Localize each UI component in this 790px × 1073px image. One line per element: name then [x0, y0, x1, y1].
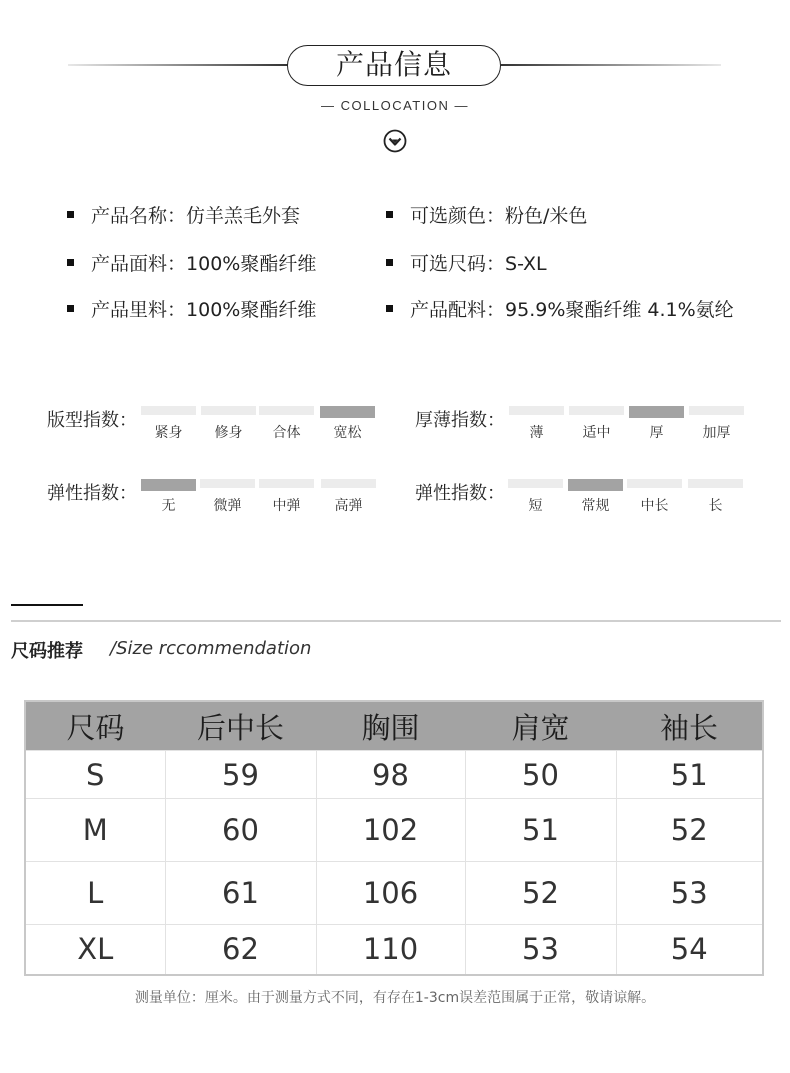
table-cell: 110 — [316, 925, 465, 975]
index-segment — [689, 406, 744, 415]
index-segment — [201, 406, 256, 415]
size-section-subtitle: /Size rccommendation — [110, 638, 312, 659]
table-row — [25, 862, 763, 925]
info-label: 产品里料： — [91, 299, 187, 321]
index-label: 厚薄指数： — [415, 410, 505, 431]
table-cell: L — [25, 862, 165, 925]
index-segment — [259, 406, 314, 415]
table-header-cell: 后中长 — [165, 701, 316, 751]
table-cell: 98 — [316, 751, 465, 799]
index-option-label: 短 — [528, 498, 543, 514]
section-divider — [11, 620, 781, 622]
table-cell: M — [25, 799, 165, 862]
index-option-label: 厚 — [649, 425, 664, 441]
info-value: 粉色/米色 — [505, 205, 588, 227]
index-segment — [509, 406, 564, 415]
index-option-label: 紧身 — [154, 425, 183, 441]
table-cell: 53 — [616, 862, 763, 925]
info-item-name — [67, 203, 300, 229]
index-segment — [569, 406, 624, 415]
table-cell: S — [25, 751, 165, 799]
index-label: 弹性指数： — [47, 483, 137, 504]
index-segment-selected — [141, 479, 196, 491]
table-cell: 52 — [616, 799, 763, 862]
index-label: 版型指数： — [47, 410, 137, 431]
table-row — [25, 799, 763, 862]
index-option-label: 薄 — [529, 425, 544, 441]
table-header-cell: 尺码 — [25, 701, 165, 751]
chevron-down-circle-icon — [383, 129, 407, 153]
index-segment — [141, 406, 196, 415]
table-header-cell: 胸围 — [316, 701, 465, 751]
size-section-title: 尺码推荐 — [11, 641, 83, 662]
index-segment-selected — [629, 406, 684, 418]
info-item-lining — [67, 297, 316, 323]
info-label: 可选尺码： — [410, 253, 506, 275]
info-item-ingredients — [386, 297, 734, 323]
info-item-colors — [386, 203, 587, 229]
size-table — [24, 700, 764, 976]
index-segment — [200, 479, 255, 488]
index-segment-selected — [320, 406, 375, 418]
info-value: S-XL — [505, 253, 547, 275]
index-segment — [321, 479, 376, 488]
index-option-label: 中弹 — [272, 498, 301, 514]
info-value: 95.9%聚酯纤维 4.1%氨纶 — [505, 299, 734, 321]
table-header-cell: 袖长 — [616, 701, 763, 751]
section-title: 产品信息 — [287, 45, 501, 86]
index-option-label: 微弹 — [213, 498, 242, 514]
info-item-sizes — [386, 251, 547, 277]
index-option-label: 中长 — [640, 498, 669, 514]
index-option-label: 宽松 — [333, 425, 362, 441]
bullet-icon — [67, 211, 74, 218]
index-segment — [508, 479, 563, 488]
section-subtitle: — COLLOCATION — — [321, 98, 469, 113]
table-cell: 51 — [616, 751, 763, 799]
header-line-left — [68, 64, 288, 66]
bullet-icon — [386, 211, 393, 218]
info-value: 100%聚酯纤维 — [186, 253, 317, 275]
bullet-icon — [67, 305, 74, 312]
index-option-label: 无 — [161, 498, 176, 514]
table-cell: 54 — [616, 925, 763, 975]
index-option-label: 适中 — [582, 425, 611, 441]
table-cell: 52 — [465, 862, 616, 925]
info-item-fabric — [67, 251, 316, 277]
table-cell: 62 — [165, 925, 316, 975]
info-label: 产品面料： — [91, 253, 187, 275]
info-value: 100%聚酯纤维 — [186, 299, 317, 321]
table-cell: 61 — [165, 862, 316, 925]
bullet-icon — [386, 305, 393, 312]
table-cell: 59 — [165, 751, 316, 799]
info-label: 产品名称： — [91, 205, 187, 227]
index-option-label: 合体 — [272, 425, 301, 441]
table-cell: 60 — [165, 799, 316, 862]
table-cell: 50 — [465, 751, 616, 799]
index-segment — [627, 479, 682, 488]
table-header-cell: 肩宽 — [465, 701, 616, 751]
index-option-label: 加厚 — [702, 425, 731, 441]
index-option-label: 修身 — [214, 425, 243, 441]
table-cell: 106 — [316, 862, 465, 925]
size-footnote: 测量单位：厘米。由于测量方式不同，有存在1-3cm误差范围属于正常，敬请谅解。 — [134, 990, 656, 1006]
index-segment — [259, 479, 314, 488]
index-segment — [688, 479, 743, 488]
index-segment-selected — [568, 479, 623, 491]
table-row — [25, 925, 763, 975]
index-label: 弹性指数： — [415, 483, 505, 504]
index-option-label: 高弹 — [334, 498, 363, 514]
table-cell: 53 — [465, 925, 616, 975]
header-line-right — [501, 64, 721, 66]
bullet-icon — [67, 259, 74, 266]
info-value: 仿羊羔毛外套 — [186, 205, 301, 227]
table-cell: XL — [25, 925, 165, 975]
section-divider-accent — [11, 604, 83, 606]
index-option-label: 长 — [708, 498, 723, 514]
index-option-label: 常规 — [581, 498, 610, 514]
info-label: 可选颜色： — [410, 205, 506, 227]
table-cell: 102 — [316, 799, 465, 862]
table-cell: 51 — [465, 799, 616, 862]
table-row — [25, 751, 763, 799]
info-label: 产品配料： — [410, 299, 506, 321]
bullet-icon — [386, 259, 393, 266]
table-header-row — [25, 701, 763, 751]
